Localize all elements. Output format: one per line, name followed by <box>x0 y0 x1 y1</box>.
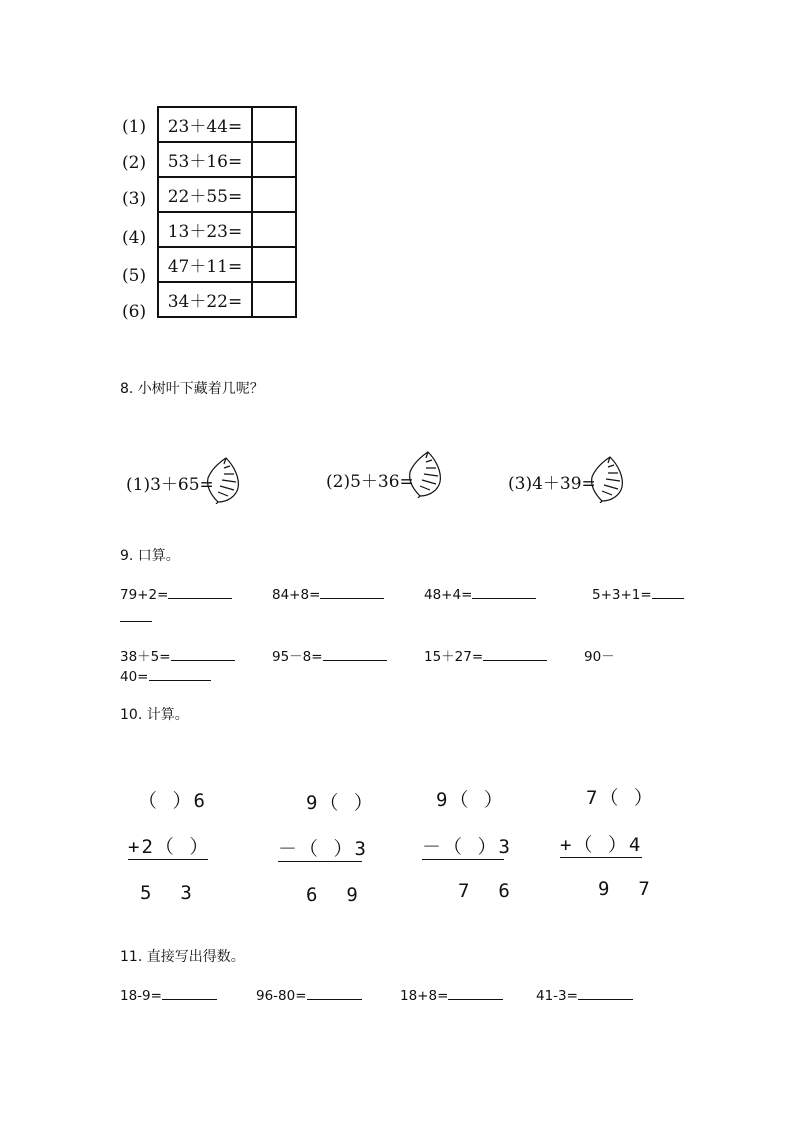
operand-line: －（ ）3 <box>278 834 362 862</box>
row-label: (2) <box>122 153 147 173</box>
leaf-problem-2 <box>326 467 414 492</box>
expression-cell: 22＋55= <box>158 177 252 212</box>
leaf-icon[interactable] <box>588 455 626 503</box>
leaf-problem-1 <box>126 470 214 495</box>
answer-blank[interactable] <box>307 986 362 1000</box>
table-row <box>158 282 296 317</box>
answer-cell[interactable] <box>252 212 296 247</box>
table-row <box>158 142 296 177</box>
leaf-problem-3 <box>508 469 596 494</box>
oral-calc-item-continued <box>120 667 211 685</box>
direct-answer-item <box>120 986 217 1004</box>
oral-calc-item <box>424 645 547 665</box>
answer-cell[interactable] <box>252 247 296 282</box>
table-row <box>158 177 296 212</box>
row-label: (3) <box>122 189 147 209</box>
row-label: (6) <box>122 302 147 322</box>
oral-calc-expression: 79+2= <box>120 587 169 603</box>
leaf-expression: (2)5＋36= <box>326 472 414 492</box>
top-number: （ ）6 <box>138 790 207 812</box>
expression-cell: 34＋22= <box>158 282 252 317</box>
direct-answer-item <box>400 986 503 1004</box>
result-number: 5 3 <box>140 882 194 904</box>
question-11-title: 11. 直接写出得数。 <box>120 949 245 965</box>
table-row <box>158 212 296 247</box>
addition-table <box>157 106 297 318</box>
oral-calc-item <box>272 645 387 665</box>
answer-blank[interactable] <box>162 986 217 1000</box>
oral-calc-item <box>584 645 615 665</box>
operand-line: －（ ）3 <box>422 832 504 860</box>
oral-calc-expression: 84+8= <box>272 587 321 603</box>
answer-blank[interactable] <box>168 585 232 599</box>
answer-cell[interactable] <box>252 107 296 142</box>
question-8-title: 8. 小树叶下藏着几呢？ <box>120 381 264 397</box>
oral-calc-item <box>424 585 536 603</box>
direct-answer-expression: 18+8= <box>400 988 449 1004</box>
oral-calc-expression: 90－ <box>584 649 615 665</box>
question-9-title: 9. 口算。 <box>120 548 180 564</box>
answer-blank[interactable] <box>652 585 684 599</box>
result-number: 6 9 <box>306 884 360 906</box>
oral-calc-item <box>272 585 384 603</box>
direct-answer-item <box>256 986 362 1004</box>
operand-line: +2（ ） <box>128 832 208 860</box>
top-number: 9（ ） <box>436 789 505 811</box>
operand-line: +（ ）4 <box>560 830 642 858</box>
answer-blank[interactable] <box>149 667 211 681</box>
expression-cell: 53＋16= <box>158 142 252 177</box>
answer-cell[interactable] <box>252 177 296 212</box>
answer-blank[interactable] <box>578 986 633 1000</box>
leaf-expression: (1)3＋65= <box>126 475 214 495</box>
expression-cell: 13＋23= <box>158 212 252 247</box>
oral-calc-expression: 38＋5= <box>120 649 171 665</box>
oral-calc-item <box>120 585 232 603</box>
direct-answer-expression: 18-9= <box>120 988 162 1004</box>
oral-calc-expression: 48+4= <box>424 587 473 603</box>
row-label: (4) <box>122 228 147 248</box>
oral-calc-expression: 5+3+1= <box>592 587 652 603</box>
top-number: 9（ ） <box>306 792 375 814</box>
result-number: 9 7 <box>598 878 652 900</box>
answer-cell[interactable] <box>252 142 296 177</box>
answer-blank[interactable] <box>448 986 503 1000</box>
direct-answer-expression: 41-3= <box>536 988 578 1004</box>
oral-calc-expression: 40= <box>120 669 149 685</box>
question-10-title: 10. 计算。 <box>120 707 189 723</box>
table-row <box>158 107 296 142</box>
expression-cell: 47＋11= <box>158 247 252 282</box>
oral-calc-item <box>120 645 235 665</box>
leaf-icon[interactable] <box>406 450 444 498</box>
expression-cell: 23＋44= <box>158 107 252 142</box>
answer-blank-continued[interactable] <box>120 608 152 622</box>
direct-answer-expression: 96-80= <box>256 988 307 1004</box>
answer-cell[interactable] <box>252 282 296 317</box>
leaf-icon[interactable] <box>204 456 242 504</box>
answer-blank[interactable] <box>483 647 547 661</box>
row-label: (5) <box>122 266 147 286</box>
direct-answer-item <box>536 986 633 1004</box>
answer-blank[interactable] <box>320 585 384 599</box>
answer-blank[interactable] <box>171 647 235 661</box>
answer-blank[interactable] <box>472 585 536 599</box>
answer-blank[interactable] <box>323 647 387 661</box>
oral-calc-expression: 15＋27= <box>424 649 484 665</box>
table-row <box>158 247 296 282</box>
top-number: 7（ ） <box>586 787 655 809</box>
row-label: (1) <box>122 117 147 137</box>
oral-calc-item <box>592 585 684 603</box>
oral-calc-expression: 95－8= <box>272 649 323 665</box>
result-number: 7 6 <box>458 880 512 902</box>
leaf-expression: (3)4＋39= <box>508 474 596 494</box>
